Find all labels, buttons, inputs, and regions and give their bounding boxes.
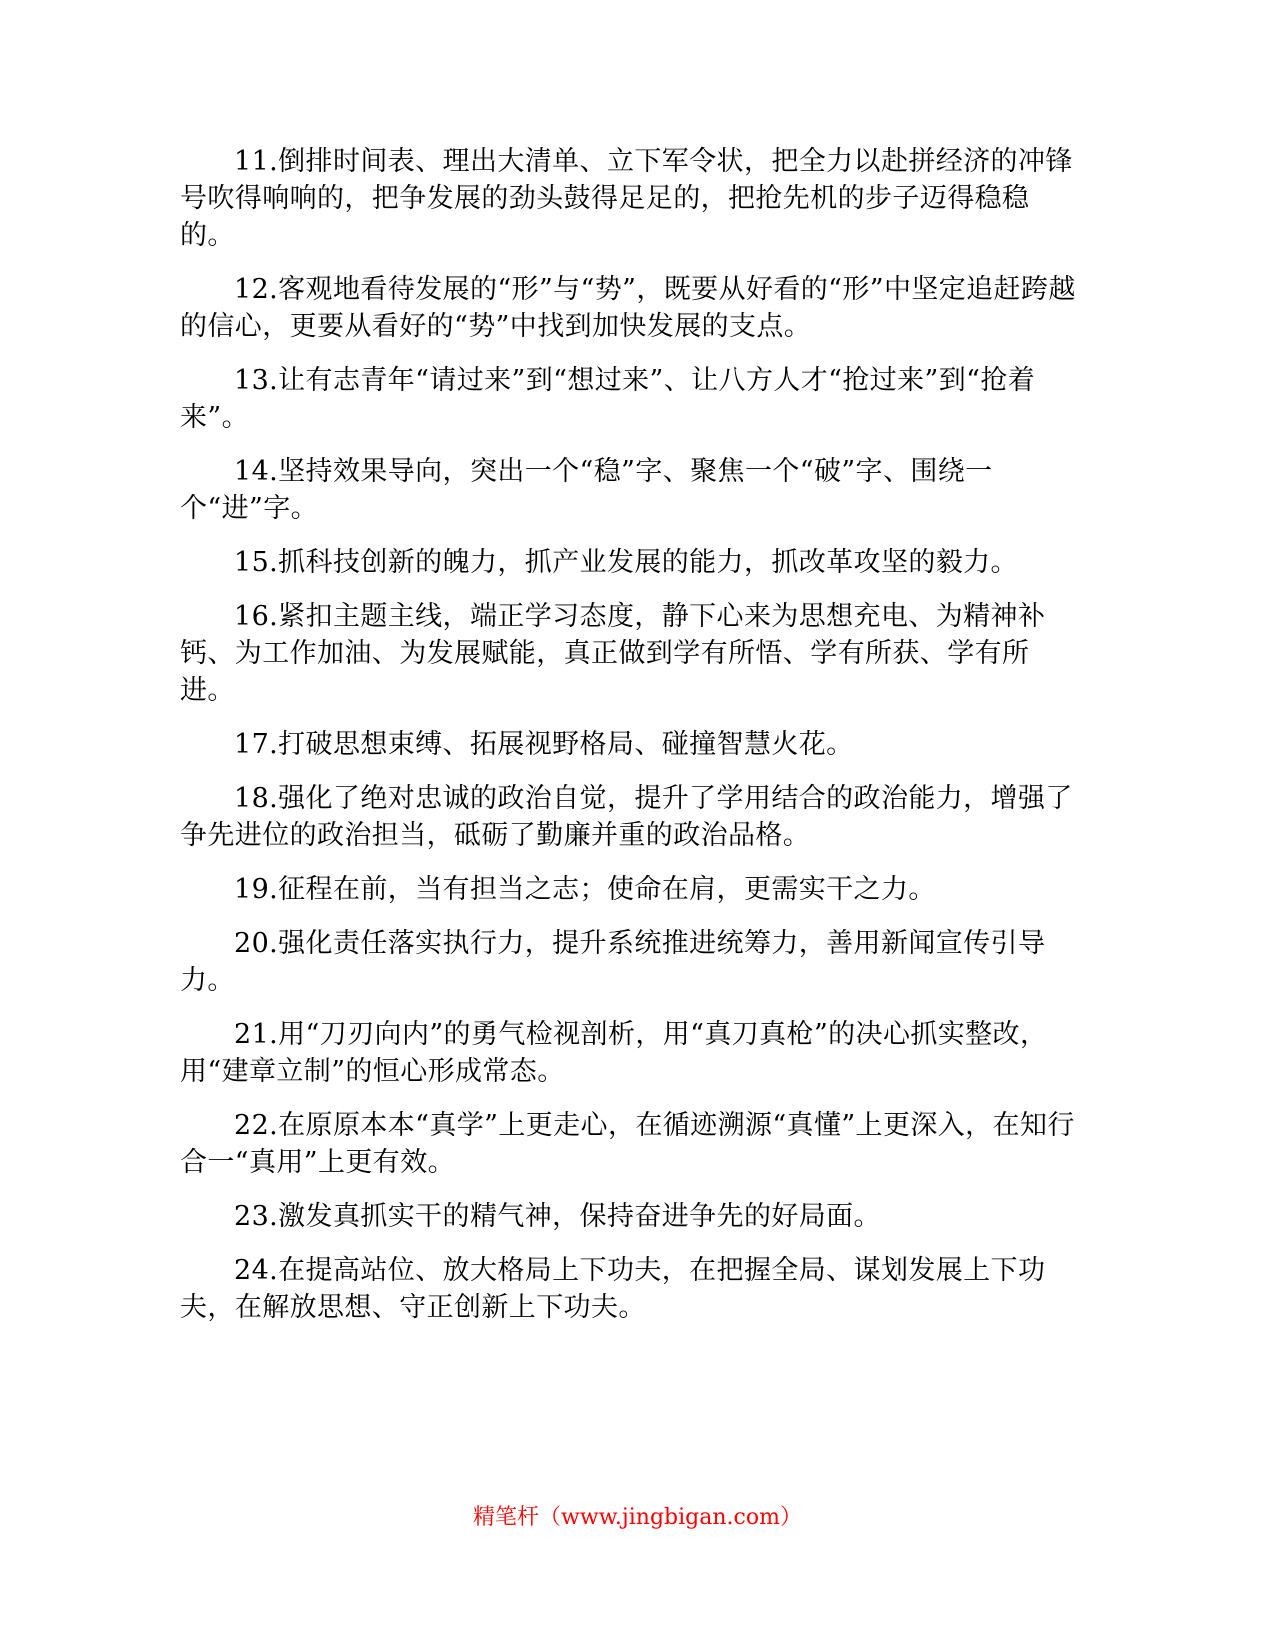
- document-body: [180, 143, 1080, 1343]
- paragraph-24: 24.在提高站位、放大格局上下功夫，在把握全局、谋划发展上下功夫，在解放思想、守正创新上下功夫。: [180, 1255, 1046, 1323]
- paragraph-14: 14.坚持效果导向，突出一个“稳”字、聚焦一个“破”字、围绕一个“进”字。: [180, 456, 993, 524]
- paragraph-19: 19.征程在前，当有担当之志；使命在肩，更需实干之力。: [234, 874, 936, 905]
- paragraph-16: 16.紧扣主题主线，端正学习态度，静下心来为思想充电、为精神补钙、为工作加油、为发展赋能，真正做到学有所悟、学有所获、学有所进。: [180, 601, 1046, 706]
- paragraph-12: 12.客观地看待发展的“形”与“势”，既要从好看的“形”中坚定追赶跨越的信心，更要从看好的“势”中找到加快发展的支点。: [180, 274, 1076, 342]
- paragraph-13: 13.让有志青年“请过来”到“想过来”、让八方人才“抢过来”到“抢着来”。: [180, 365, 1036, 433]
- paragraph-23: 23.激发真抓实干的精气神，保持奋进争先的好局面。: [234, 1201, 881, 1232]
- paragraph-21: 21.用“刀刃向内”的勇气检视剖析，用“真刀真枪”的决心抓实整改，用“建章立制”的恒心形成常态。: [180, 1019, 1048, 1087]
- paragraph-20: 20.强化责任落实执行力，提升系统推进统筹力，善用新闻宣传引导力。: [180, 928, 1046, 996]
- paragraph-22: 22.在原原本本“真学”上更走心，在循迹溯源“真懂”上更深入，在知行合一“真用”上更有效。: [180, 1110, 1075, 1178]
- paragraph-17: 17.打破思想束缚、拓展视野格局、碰撞智慧火花。: [234, 729, 854, 760]
- paragraph-18: 18.强化了绝对忠诚的政治自觉，提升了学用结合的政治能力，增强了争先进位的政治担当，砥砺了勤廉并重的政治品格。: [180, 783, 1073, 851]
- footer-watermark: 精笔杆（www.jingbigan.com）: [473, 1505, 802, 1530]
- paragraph-15: 15.抓科技创新的魄力，抓产业发展的能力，抓改革攻坚的毅力。: [234, 547, 1018, 578]
- paragraph-11: 11.倒排时间表、理出大清单、立下军令状，把全力以赴拼经济的冲锋号吹得响响的，把争发展的劲头鼓得足足的，把抢先机的步子迈得稳稳的。: [180, 146, 1073, 251]
